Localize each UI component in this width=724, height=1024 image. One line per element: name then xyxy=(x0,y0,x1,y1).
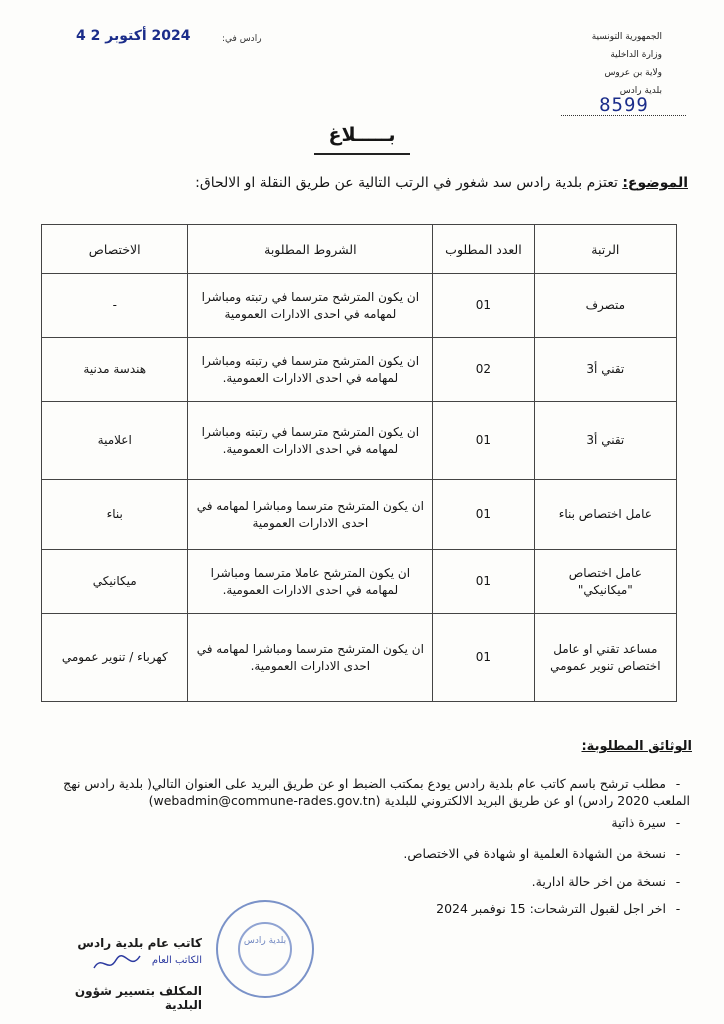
handwritten-date: 2024 أكتوبر 2 4 xyxy=(76,28,191,44)
cell-specialty: ميكانيكي xyxy=(42,550,188,614)
header-rank: الرتبة xyxy=(534,225,676,274)
cell-rank: عامل اختصاص بناء xyxy=(534,480,676,550)
subject-text: تعتزم بلدية رادس سد شغور في الرتب التالية عن طريق النقلة او الالحاق: xyxy=(195,175,618,191)
cell-count: 01 xyxy=(433,614,534,702)
place-label: رادس في: xyxy=(222,34,262,44)
list-bullet: - xyxy=(675,846,681,861)
cell-specialty: - xyxy=(42,274,188,338)
cell-rank: متصرف xyxy=(534,274,676,338)
list-item xyxy=(34,873,690,890)
stamp-text: بلدية رادس xyxy=(243,936,287,946)
cell-count: 02 xyxy=(433,338,534,402)
vacancies-table xyxy=(41,224,677,702)
header-line-ministry: وزارة الداخلية xyxy=(610,50,662,60)
list-bullet: - xyxy=(675,901,681,916)
cell-count: 01 xyxy=(433,550,534,614)
document-item-text: اخر اجل لقبول الترشحات: 15 نوفمبر 2024 xyxy=(436,901,666,916)
signature-role: الكاتب العام xyxy=(151,955,202,966)
reference-number: 8599 xyxy=(599,94,649,116)
cell-conditions: ان يكون المترشح عاملا مترسما ومباشرا لمهامه في احدى الادارات العمومية. xyxy=(188,550,433,614)
table-row xyxy=(42,338,677,402)
cell-rank: عامل اختصاص "ميكانيكي" xyxy=(534,550,676,614)
signature-title: كاتب عام بلدية رادس xyxy=(77,936,202,950)
cell-count: 01 xyxy=(433,274,534,338)
header-line-municipality: بلدية رادس xyxy=(619,86,662,96)
institution-header xyxy=(552,28,662,100)
cell-specialty: بناء xyxy=(42,480,188,550)
subject-label: الموضوع: xyxy=(622,175,688,191)
header-line-republic: الجمهورية التونسية xyxy=(591,32,662,42)
table-row xyxy=(42,480,677,550)
cell-conditions: ان يكون المترشح مترسما ومباشرا لمهامه في احدى الادارات العمومية. xyxy=(188,614,433,702)
table-row xyxy=(42,274,677,338)
cell-count: 01 xyxy=(433,480,534,550)
table-row xyxy=(42,550,677,614)
required-documents-title: الوثائق المطلوبة: xyxy=(581,739,692,754)
subject-line xyxy=(28,175,688,191)
cell-conditions: ان يكون المترشح مترسما في رتبته ومباشرا لمهامه في احدى الادارات العمومية xyxy=(188,274,433,338)
cell-rank: مساعد تقني او عامل اختصاص تنوير عمومي xyxy=(534,614,676,702)
header-count: العدد المطلوب xyxy=(433,225,534,274)
cell-rank: تقني أ3 xyxy=(534,338,676,402)
list-item xyxy=(34,900,690,917)
list-item xyxy=(34,814,690,831)
handwritten-signature xyxy=(92,950,142,976)
cell-specialty: هندسة مدنية xyxy=(42,338,188,402)
stamp-inner-ring xyxy=(238,922,292,976)
list-item xyxy=(34,775,690,809)
header-conditions: الشروط المطلوبة xyxy=(188,225,433,274)
cell-conditions: ان يكون المترشح مترسما في رتبته ومباشرا لمهامه في احدى الادارات العمومية. xyxy=(188,338,433,402)
header-specialty: الاختصاص xyxy=(42,225,188,274)
title-underline xyxy=(314,153,410,155)
list-item xyxy=(34,845,690,862)
cell-conditions: ان يكون المترشح مترسما في رتبته ومباشرا لمهامه في احدى الادارات العمومية. xyxy=(188,402,433,480)
cell-specialty: كهرباء / تنوير عمومي xyxy=(42,614,188,702)
cell-count: 01 xyxy=(433,402,534,480)
cell-specialty: اعلامية xyxy=(42,402,188,480)
table-row xyxy=(42,614,677,702)
document-item-text: مطلب ترشح باسم كاتب عام بلدية رادس يودع بمكتب الضبط او عن طريق البريد على العنوان التالي( بلدية رادس نهج الملعب 2020 رادس) او عن طريق البريد الالكتروني للبلدية (webadmin@commune-rades.gov.tn) xyxy=(63,776,690,808)
document-item-text: نسخة من الشهادة العلمية او شهادة في الاختصاص. xyxy=(403,846,666,861)
document-item-text: نسخة من اخر حالة ادارية. xyxy=(531,874,666,889)
header-line-governorate: ولاية بن عروس xyxy=(604,68,662,78)
table-header-row xyxy=(42,225,677,274)
table-row xyxy=(42,402,677,480)
official-stamp xyxy=(216,900,314,998)
list-bullet: - xyxy=(675,776,681,791)
page-title: بـــــلاغ xyxy=(328,124,396,146)
document-item-text: سيرة ذاتية xyxy=(611,815,666,830)
signature-office: المكلف بتسيير شؤون البلدية xyxy=(74,984,202,1012)
reference-underline xyxy=(561,115,686,116)
cell-rank: تقني أ3 xyxy=(534,402,676,480)
list-bullet: - xyxy=(675,815,681,830)
cell-conditions: ان يكون المترشح مترسما ومباشرا لمهامه في احدى الادارات العمومية xyxy=(188,480,433,550)
list-bullet: - xyxy=(675,874,681,889)
